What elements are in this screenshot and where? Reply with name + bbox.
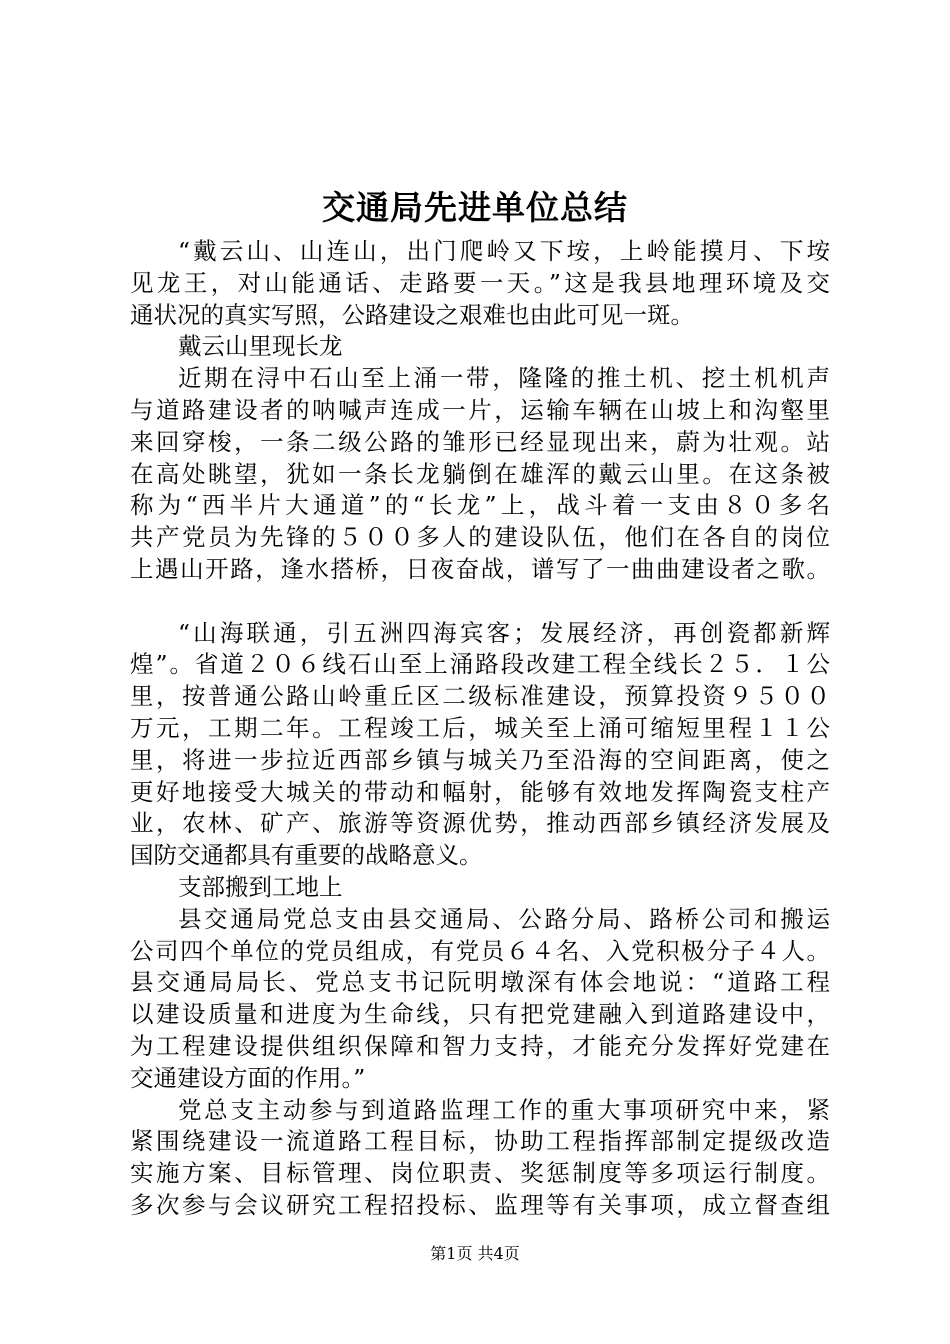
text-line: 业，农林、矿产、旅游等资源优势，推动西部乡镇经济发展及	[130, 809, 830, 838]
text-line: 共产党员为先锋的５００多人的建设队伍，他们在各自的岗位	[130, 523, 830, 552]
text-line: 与道路建设者的呐喊声连成一片，运输车辆在山坡上和沟壑里	[130, 395, 830, 424]
text-line: “山海联通，引五洲四海宾客；发展经济，再创瓷都新辉	[178, 618, 830, 647]
text-line: 实施方案、目标管理、岗位职责、奖惩制度等多项运行制度。	[130, 1159, 830, 1188]
text-line: 在高处眺望，犹如一条长龙躺倒在雄浑的戴云山里。在这条被	[130, 459, 830, 488]
page-number: 第1页 共4页	[430, 1244, 520, 1263]
text-line: 以建设质量和进度为生命线，只有把党建融入到道路建设中，	[130, 1000, 830, 1029]
text-line: 公司四个单位的党员组成，有党员６４名、入党积极分子４人。	[130, 936, 830, 965]
text-line: 为工程建设提供组织保障和智力支持，才能充分发挥好党建在	[130, 1031, 830, 1060]
text-line: 多次参与会议研究工程招投标、监理等有关事项，成立督查组	[130, 1190, 830, 1219]
section-heading: 戴云山里现长龙	[178, 332, 343, 361]
document-body	[130, 236, 830, 1222]
text-line: 通状况的真实写照，公路建设之艰难也由此可见一斑。	[130, 300, 694, 329]
text-line: 里，按普通公路山岭重丘区二级标准建设，预算投资９５００	[130, 682, 830, 711]
text-line: 县交通局党总支由县交通局、公路分局、路桥公司和搬运	[178, 904, 830, 933]
section-heading: 支部搬到工地上	[178, 872, 343, 901]
text-line: 党总支主动参与到道路监理工作的重大事项研究中来，紧	[178, 1095, 830, 1124]
text-line: “戴云山、山连山，出门爬岭又下垵，上岭能摸月、下垵	[178, 237, 830, 265]
document-title: 交通局先进单位总结	[322, 188, 628, 227]
text-line: 紧围绕建设一流道路工程目标，协助工程指挥部制定提级改造	[130, 1127, 830, 1156]
text-line: 来回穿梭，一条二级公路的雏形已经显现出来，蔚为壮观。站	[130, 427, 830, 456]
text-line: 煌”。省道２０６线石山至上涌路段改建工程全线长２５．１公	[130, 650, 830, 679]
text-line: 近期在浔中石山至上涌一带，隆隆的推土机、挖土机机声	[178, 364, 830, 393]
text-line: 见龙王，对山能通话、走路要一天。”这是我县地理环境及交	[130, 268, 830, 297]
text-line: 国防交通都具有重要的战略意义。	[130, 841, 483, 870]
text-line: 称为“西半片大通道”的“长龙”上，战斗着一支由８０多名	[130, 491, 830, 520]
text-line: 县交通局局长、党总支书记阮明墩深有体会地说：“道路工程	[130, 968, 830, 997]
text-line: 上遇山开路，逢水搭桥，日夜奋战，谱写了一曲曲建设者之歌。	[130, 554, 830, 583]
text-line: 里，将进一步拉近西部乡镇与城关乃至沿海的空间距离，使之	[130, 745, 830, 774]
text-line: 交通建设方面的作用。”	[130, 1063, 366, 1092]
text-line: 万元，工期二年。工程竣工后，城关至上涌可缩短里程１１公	[130, 713, 830, 742]
paragraph-spacer	[130, 586, 830, 618]
text-line: 更好地接受大城关的带动和幅射，能够有效地发挥陶瓷支柱产	[130, 777, 830, 806]
